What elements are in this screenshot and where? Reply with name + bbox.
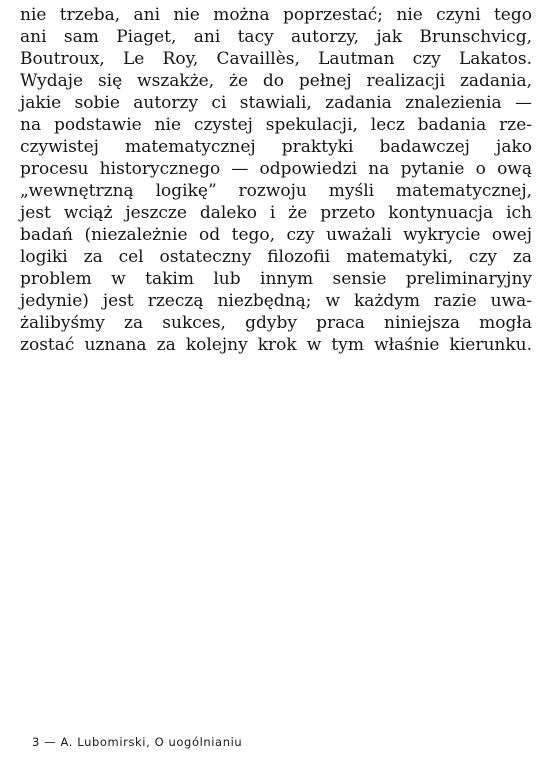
text-line: Wydaje się wszakże, że do pełnej realizacji zadania, [20,71,532,91]
text-line: ani sam Piaget, ani tacy autorzy, jak Brunschvicg, [20,27,532,47]
text-line: Boutroux, Le Roy, Cavaillès, Lautman czy Lakatos. [20,49,532,69]
text-line: żalibyśmy za sukces, gdyby praca niniejsza mogła [20,313,532,333]
text-line: zostać uznana za kolejny krok w tym właśnie kierunku. [20,335,532,355]
text-line: problem w takim lub innym sensie preliminaryjny [20,269,532,289]
text-line: logiki za cel ostateczny filozofii matematyki, czy za [20,247,532,267]
text-line: badań (niezależnie od tego, czy uważali wykrycie owej [20,225,532,245]
body-paragraph [20,4,532,356]
page-footer: 3 — A. Lubomirski, O uogólnianiu [32,735,243,749]
text-line: na podstawie nie czystej spekulacji, lecz badania rze- [20,115,532,135]
text-line: nie trzeba, ani nie można poprzestać; nie czyni tego [20,5,532,25]
text-line: czywistej matematycznej praktyki badawczej jako [20,137,532,157]
text-line: procesu historycznego — odpowiedzi na pytanie o ową [20,159,532,179]
text-line: jedynie) jest rzeczą niezbędną; w każdym razie uwa- [20,291,532,311]
text-line: „wewnętrzną logikę” rozwoju myśli matematycznej, [20,181,532,201]
text-line: jakie sobie autorzy ci stawiali, zadania znalezienia — [20,93,532,113]
text-line: jest wciąż jeszcze daleko i że przeto kontynuacja ich [20,203,532,223]
